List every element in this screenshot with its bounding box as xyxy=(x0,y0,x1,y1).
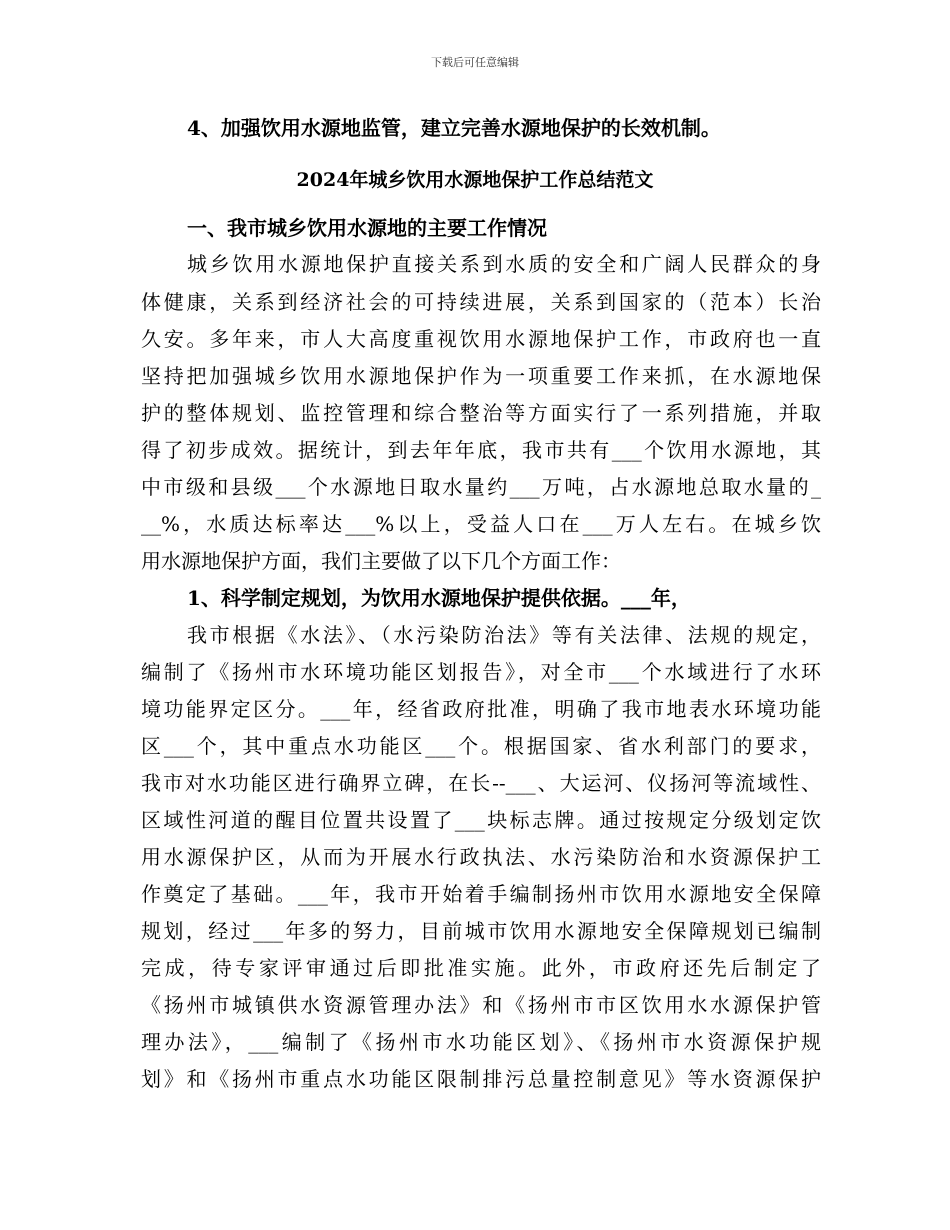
section-heading-1: 一、我市城乡饮用水源地的主要工作情况 xyxy=(187,216,547,240)
paragraph-line: 编制了《扬州市水环境功能区划报告》，对全市___个水域进行了水环 xyxy=(141,660,821,684)
paragraph-line: 坚持把加强城乡饮用水源地保护作为一项重要工作来抓，在水源地保 xyxy=(141,364,821,388)
paragraph-line: 中市级和县级___个水源地日取水量约___万吨，占水源地总取水量的_ xyxy=(141,475,821,499)
paragraph-line: 作奠定了基础。___年，我市开始着手编制扬州市饮用水源地安全保障 xyxy=(141,882,821,906)
heading-item-4: 4、加强饮用水源地监管，建立完善水源地保护的长效机制。 xyxy=(187,116,721,140)
paragraph-line: 用水源保护区，从而为开展水行政执法、水污染防治和水资源保护工 xyxy=(141,845,821,869)
paragraph-line: 区域性河道的醒目位置共设置了___块标志牌。通过按规定分级划定饮 xyxy=(141,808,821,832)
paragraph-line: 用水源地保护方面，我们主要做了以下几个方面工作： xyxy=(141,549,621,573)
paragraph-line: 城乡饮用水源地保护直接关系到水质的安全和广阔人民群众的身 xyxy=(187,252,821,276)
paragraph-line: 久安。多年来，市人大高度重视饮用水源地保护工作，市政府也一直 xyxy=(141,327,821,351)
paragraph-line: 体健康，关系到经济社会的可持续进展，关系到国家的（范本）长治 xyxy=(141,290,821,314)
paragraph-line: 区___个，其中重点水功能区___个。根据国家、省水利部门的要求， xyxy=(141,734,821,758)
paragraph-line: 我市对水功能区进行确界立碑，在长--___、大运河、仪扬河等流域性、 xyxy=(141,771,821,795)
paragraph-line: 完成，待专家评审通过后即批准实施。此外，市政府还先后制定了 xyxy=(141,956,821,980)
paragraph-line: __%，水质达标率达___%以上，受益人口在___万人左右。在城乡饮 xyxy=(141,512,821,536)
document-title: 2024年城乡饮用水源地保护工作总结范文 xyxy=(296,169,654,191)
paragraph-line: 护的整体规划、监控管理和综合整治等方面实行了一系列措施，并取 xyxy=(141,401,821,425)
paragraph-line: 规划，经过___年多的努力，目前城市饮用水源地安全保障规划已编制 xyxy=(141,919,821,943)
paragraph-line: 理办法》，___编制了《扬州市水功能区划》、《扬州市水资源保护规 xyxy=(141,1030,821,1054)
paragraph-line: 境功能界定区分。___年，经省政府批准，明确了我市地表水环境功能 xyxy=(141,697,821,721)
paragraph-line: 得了初步成效。据统计，到去年年底，我市共有___个饮用水源地，其 xyxy=(141,438,821,462)
paragraph-line: 划》和《扬州市重点水功能区限制排污总量控制意见》等水资源保护 xyxy=(141,1067,821,1091)
header-note: 下载后可任意编辑 xyxy=(431,56,519,69)
paragraph-line: 《扬州市城镇供水资源管理办法》和《扬州市市区饮用水水源保护管 xyxy=(141,993,821,1017)
paragraph-line: 我市根据《水法》、（水污染防治法》等有关法律、法规的规定， xyxy=(187,623,821,647)
subheading-1: 1、科学制定规划，为饮用水源地保护提供依据。___年， xyxy=(187,586,691,610)
